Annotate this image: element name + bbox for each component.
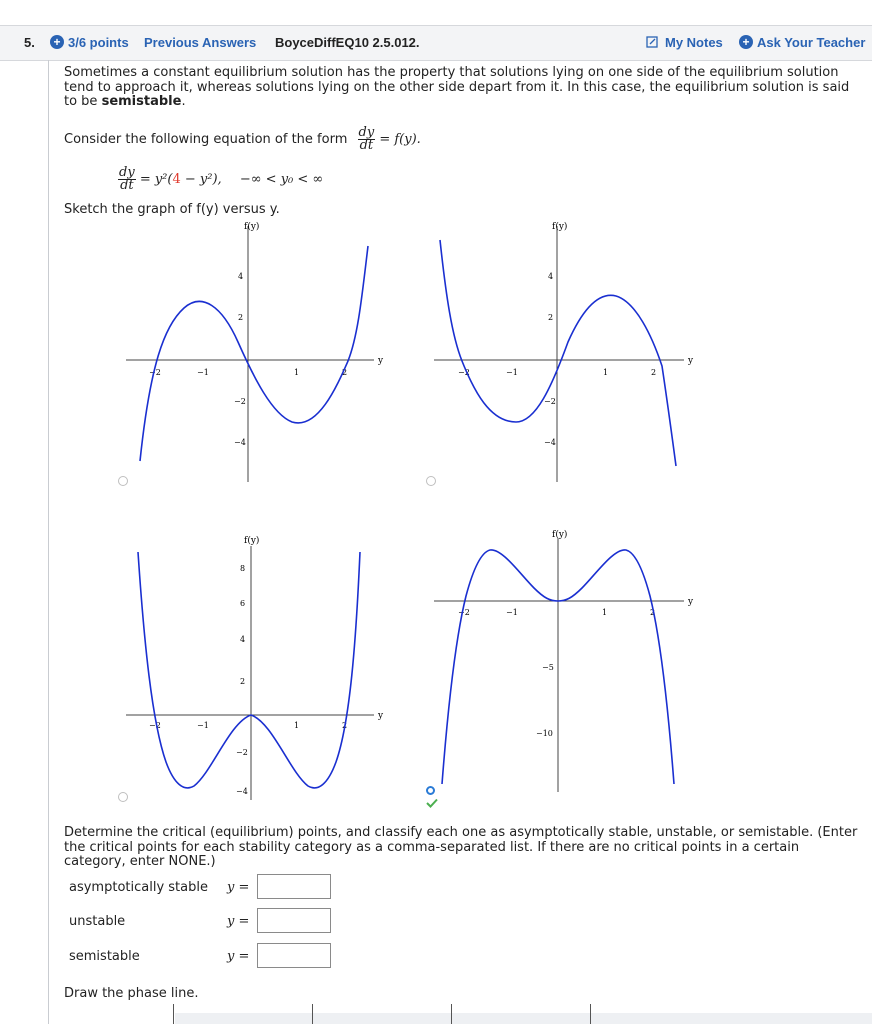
- question-number: 5.: [24, 35, 35, 50]
- graph-option-3-radio[interactable]: [118, 792, 128, 802]
- x-tick-label: −1: [197, 721, 209, 730]
- stable-answer-input[interactable]: [257, 874, 331, 899]
- y-tick-label: −4: [234, 438, 246, 447]
- differential-equation: $\frac{dy}{dt}$ = y²(4 − y²), −∞ < y₀ < ∞: [119, 165, 324, 193]
- consider-text: Consider the following equation of the form: [64, 132, 348, 147]
- y-tick-label: 6: [240, 599, 246, 608]
- function-curve: [138, 552, 360, 788]
- x-tick-label: 1: [603, 368, 609, 377]
- constant-value: 4: [172, 172, 181, 187]
- ask-your-teacher-link[interactable]: Ask Your Teacher: [757, 35, 866, 50]
- y-tick-label: 2: [240, 677, 246, 686]
- x-tick-label: 2: [342, 368, 348, 377]
- x-tick-label: −1: [197, 368, 209, 377]
- graph-option-1[interactable]: [122, 216, 392, 484]
- x-tick-label: 1: [602, 608, 608, 617]
- function-curve: [440, 240, 676, 466]
- semistable-term: semistable: [101, 94, 182, 109]
- graph-option-2[interactable]: [430, 216, 702, 484]
- intro-paragraph: [64, 66, 864, 110]
- phase-line-prompt: Draw the phase line.: [64, 986, 199, 1001]
- points-link[interactable]: 3/6 points: [68, 35, 129, 50]
- y-equals-label: y =: [227, 880, 250, 895]
- dy-dt-fraction: $\frac{dy}{dt}$: [358, 125, 375, 153]
- question-header: [0, 25, 872, 61]
- x-tick-label: 1: [294, 721, 300, 730]
- graph-option-3[interactable]: [122, 532, 392, 802]
- y-tick-label: −2: [544, 397, 556, 406]
- semistable-label: semistable: [69, 949, 140, 964]
- phase-line-marker: [451, 1004, 452, 1024]
- y-equals-label: y =: [227, 914, 250, 929]
- x-tick-label: 2: [651, 368, 657, 377]
- unstable-answer-input[interactable]: [257, 908, 331, 933]
- assignment-code: BoyceDiffEQ10 2.5.012.: [275, 35, 420, 50]
- prompt-line: category, enter NONE.): [64, 854, 216, 869]
- y-tick-label: −4: [236, 787, 248, 796]
- my-notes-link[interactable]: My Notes: [665, 35, 723, 50]
- intro-line: to be semistable.: [64, 94, 186, 109]
- consider-line: [64, 124, 421, 156]
- stable-label: asymptotically stable: [69, 880, 208, 895]
- graph-option-4[interactable]: [430, 526, 702, 796]
- y-tick-label: 8: [240, 564, 246, 573]
- y-tick-label: 4: [548, 272, 554, 281]
- graph-option-1-radio[interactable]: [118, 476, 128, 486]
- x-axis-label: y: [688, 597, 694, 607]
- x-tick-label: −2: [458, 608, 470, 617]
- unstable-label: unstable: [69, 914, 126, 929]
- x-axis-label: y: [378, 711, 384, 721]
- y-tick-label: −2: [236, 748, 248, 757]
- dy-dt-fraction: $\frac{dy}{dt}$: [119, 165, 135, 193]
- phase-line-canvas[interactable]: [175, 1013, 872, 1024]
- y-tick-label: 4: [240, 635, 246, 644]
- graph-option-2-radio[interactable]: [426, 476, 436, 486]
- x-tick-label: −1: [506, 368, 518, 377]
- y-equals-label: y =: [227, 949, 250, 964]
- prompt-line: Determine the critical (equilibrium) points, and classify each one as asymptotically stable, unstable, or semistable. (Enter: [64, 825, 858, 840]
- plus-circle-icon[interactable]: +: [739, 35, 753, 49]
- plus-circle-icon[interactable]: +: [50, 35, 64, 49]
- y-tick-label: 4: [238, 272, 244, 281]
- x-tick-label: −1: [506, 608, 518, 617]
- x-axis-label: y: [688, 356, 694, 366]
- notes-icon[interactable]: [646, 36, 658, 48]
- y-tick-label: −2: [234, 397, 246, 406]
- y-axis-label: f(y): [552, 530, 568, 540]
- phase-line-marker: [173, 1004, 174, 1024]
- y-axis-label: f(y): [552, 222, 568, 232]
- x-tick-label: 1: [294, 368, 300, 377]
- y-axis-label: f(y): [244, 536, 260, 546]
- y-tick-label: −4: [544, 438, 556, 447]
- y-tick-label: −5: [542, 663, 554, 672]
- sketch-prompt: Sketch the graph of f(y) versus y.: [64, 202, 280, 217]
- prompt-line: the critical points for each stability category as a comma-separated list. If there are no critical points in a certain: [64, 839, 800, 855]
- phase-line-marker: [590, 1004, 591, 1024]
- x-axis-label: y: [378, 356, 384, 366]
- check-icon: [426, 798, 438, 808]
- intro-line: Sometimes a constant equilibrium solution has the property that solutions lying on one side of the equilibrium solution: [64, 65, 839, 80]
- domain-condition: −∞ < y₀ < ∞: [239, 172, 324, 187]
- x-tick-label: 2: [650, 608, 656, 617]
- x-tick-label: 2: [342, 721, 348, 730]
- y-tick-label: 2: [238, 313, 244, 322]
- critical-points-prompt: [64, 826, 869, 870]
- x-tick-label: −2: [149, 368, 161, 377]
- semistable-answer-input[interactable]: [257, 943, 331, 968]
- y-axis-label: f(y): [244, 222, 260, 232]
- intro-line: tend to approach it, whereas solutions lying on the other side depart from it. In this case, the equilibrium solution is said: [64, 79, 850, 95]
- previous-answers-link[interactable]: Previous Answers: [144, 35, 257, 50]
- y-tick-label: 2: [548, 313, 554, 322]
- function-curve: [140, 246, 368, 461]
- graph-option-4-radio[interactable]: [426, 786, 435, 795]
- x-tick-label: −2: [149, 721, 161, 730]
- x-tick-label: −2: [458, 368, 470, 377]
- y-tick-label: −10: [536, 729, 553, 738]
- content-left-border: [48, 60, 49, 1024]
- f-of-y: = f(y).: [379, 132, 421, 147]
- phase-line-marker: [312, 1004, 313, 1024]
